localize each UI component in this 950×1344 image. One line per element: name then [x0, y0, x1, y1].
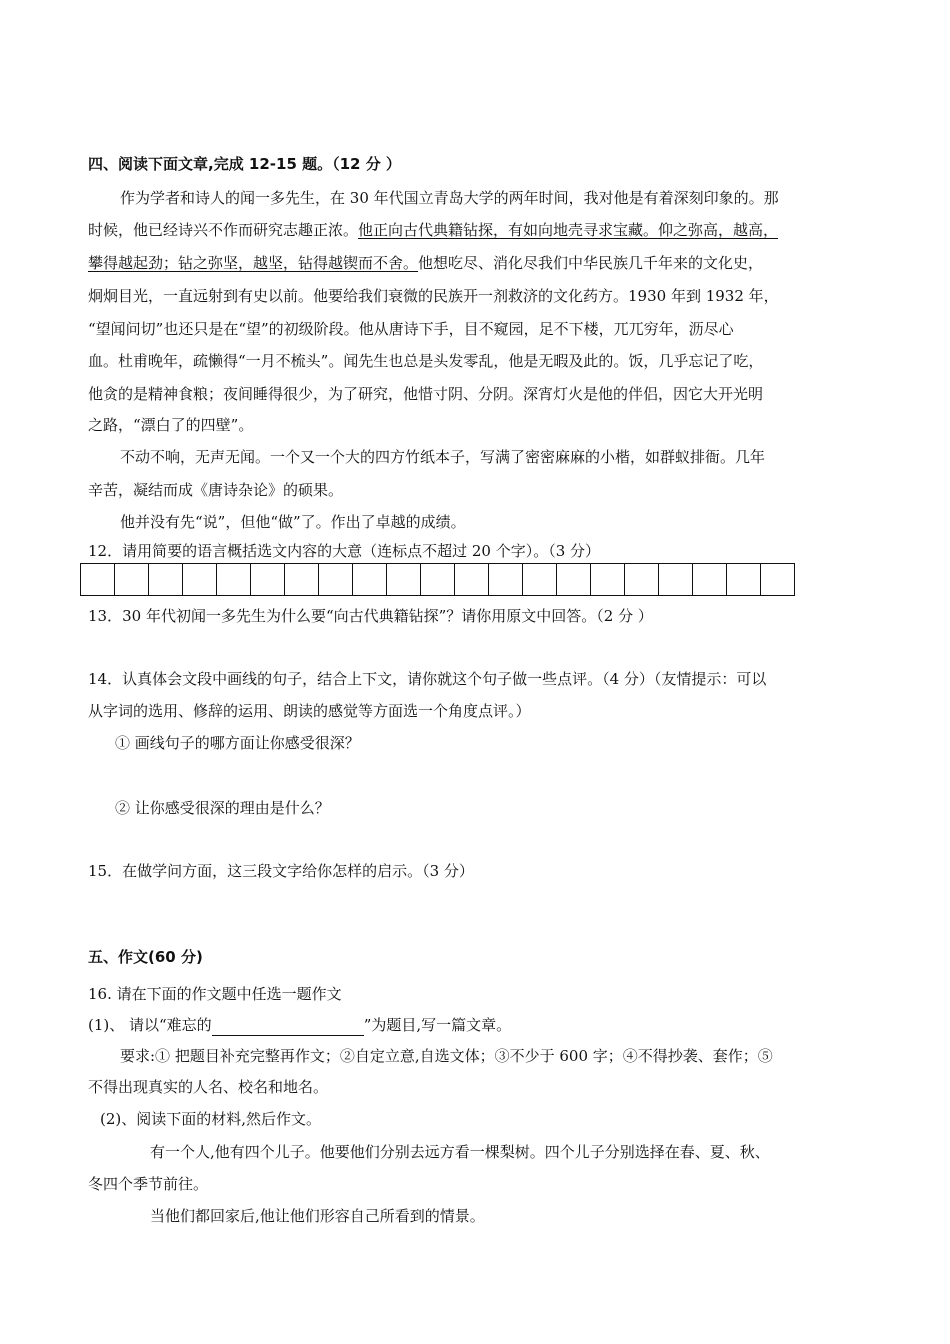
- answer-cell[interactable]: [625, 564, 659, 595]
- answer-cell[interactable]: [659, 564, 693, 595]
- passage-text: 他想吃尽、消化尽我们中华民族几千年来的文化史，: [418, 254, 764, 272]
- answer-cell[interactable]: [761, 564, 795, 595]
- section4-heading: 四、阅读下面文章,完成 12-15 题。（12 分 ）: [88, 155, 401, 173]
- question-12: 12．请用简要的语言概括选文内容的大意（连标点不超过 20 个字）。（3 分）: [88, 542, 601, 560]
- essay-option-2: (2)、阅读下面的材料,然后作文。: [100, 1110, 322, 1128]
- passage-line: [88, 219, 778, 241]
- answer-cell[interactable]: [149, 564, 183, 595]
- option-1-text: (1)、 请以“难忘的: [88, 1016, 212, 1034]
- answer-cell[interactable]: [591, 564, 625, 595]
- passage-line: 他贪的是精神食粮；夜间睡得很少，为了研究，他惜寸阴、分阴。深宵灯火是他的伴侣，因它大开光明: [88, 385, 764, 403]
- answer-cell[interactable]: [251, 564, 285, 595]
- question-14-part-2: ② 让你感受很深的理由是什么？: [115, 799, 330, 817]
- material-text: 当他们都回家后,他让他们形容自己所看到的情景。: [150, 1207, 485, 1225]
- material-text: 冬四个季节前往。: [88, 1175, 209, 1193]
- essay-requirements: 要求:① 把题目补充完整再作文；②自定立意,自选文体；③不少于 600 字；④不得抄袭、套作；⑤: [120, 1047, 773, 1065]
- passage-line: 血。杜甫晚年，疏懒得“一月不梳头”。闻先生也总是头发零乱，他是无暇及此的。饭，几乎忘记了吃，: [88, 352, 764, 370]
- question-14-part-1: ① 画线句子的哪方面让你感受很深？: [115, 734, 360, 752]
- answer-grid[interactable]: [80, 563, 795, 596]
- answer-cell[interactable]: [353, 564, 387, 595]
- question-15: 15．在做学问方面，这三段文字给你怎样的启示。（3 分）: [88, 862, 474, 880]
- question-13: 13．30 年代初闻一多先生为什么要“向古代典籍钻探”？请你用原文中回答。（2 分 ）: [88, 607, 653, 625]
- underlined-sentence: 他正向古代典籍钻探，有如向地壳寻求宝藏。仰之弥高，越高，: [358, 221, 779, 239]
- question-16: 16. 请在下面的作文题中任选一题作文: [88, 985, 342, 1003]
- passage-line: 之路，“漂白了的四壁”。: [88, 416, 254, 434]
- answer-cell[interactable]: [81, 564, 115, 595]
- essay-option-1: [88, 1014, 511, 1036]
- answer-cell[interactable]: [421, 564, 455, 595]
- answer-cell[interactable]: [523, 564, 557, 595]
- answer-cell[interactable]: [489, 564, 523, 595]
- material-text: 有一个人,他有四个儿子。他要他们分别去远方看一棵梨树。四个儿子分别选择在春、夏、秋、: [150, 1143, 770, 1161]
- answer-cell[interactable]: [183, 564, 217, 595]
- question-14-hint: 从字词的选用、修辞的运用、朗读的感觉等方面选一个角度点评。）: [88, 702, 531, 720]
- answer-cell[interactable]: [727, 564, 761, 595]
- passage-line: [88, 252, 763, 274]
- answer-cell[interactable]: [319, 564, 353, 595]
- passage-line: “望闻问切”也还只是在“望”的初级阶段。他从唐诗下手，目不窥园，足不下楼，兀兀穷年，沥尽心: [88, 320, 734, 338]
- passage-text: 时候，他已经诗兴不作而研究志趣正浓。: [88, 221, 359, 239]
- section5-heading: 五、作文(60 分): [88, 948, 203, 966]
- passage-line: 不动不响，无声无闻。一个又一个大的四方竹纸本子，写满了密密麻麻的小楷，如群蚁排衙。几年: [120, 448, 766, 466]
- answer-cell[interactable]: [115, 564, 149, 595]
- passage-line: 辛苦，凝结而成《唐诗杂论》的硕果。: [88, 481, 344, 499]
- answer-cell[interactable]: [285, 564, 319, 595]
- answer-cell[interactable]: [217, 564, 251, 595]
- passage-line: 作为学者和诗人的闻一多先生，在 30 年代国立青岛大学的两年时间，我对他是有着深刻印象的。那: [120, 189, 779, 207]
- passage-line: 他并没有先“说”，但他“做”了。作出了卓越的成绩。: [120, 513, 466, 531]
- passage-line: 炯炯目光，一直远射到有史以前。他要给我们衰微的民族开一剂救济的文化药方。1930 年到 1932 年，: [88, 287, 779, 305]
- answer-cell[interactable]: [455, 564, 489, 595]
- answer-cell[interactable]: [557, 564, 591, 595]
- question-14: 14．认真体会文段中画线的句子，结合上下文，请你就这个句子做一些点评。（4 分）（友情提示：可以: [88, 670, 767, 688]
- underlined-sentence: 攀得越起劲；钻之弥坚，越坚，钻得越锲而不舍。: [88, 254, 419, 272]
- option-1-text: ”为题目,写一篇文章。: [363, 1016, 512, 1034]
- answer-cell[interactable]: [387, 564, 421, 595]
- essay-requirements: 不得出现真实的人名、校名和地名。: [88, 1078, 329, 1096]
- title-blank[interactable]: [212, 1019, 364, 1036]
- answer-cell[interactable]: [693, 564, 727, 595]
